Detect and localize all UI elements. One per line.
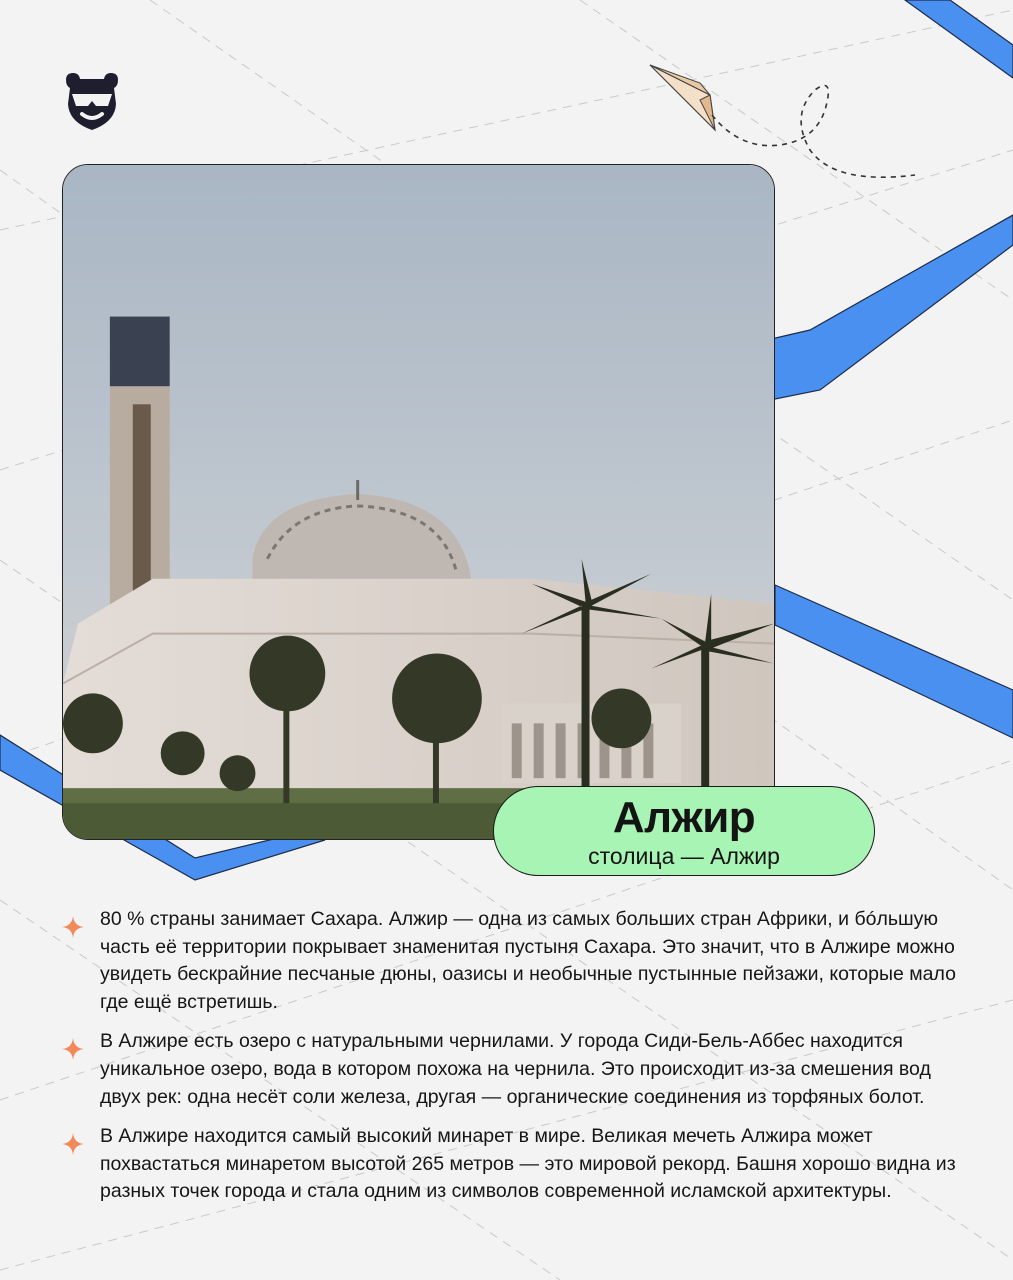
title-badge [493,786,875,876]
capital-subtitle: столица — Алжир [588,843,780,869]
sparkle-star-icon [62,916,84,938]
list-item [62,906,977,1016]
bear-face-icon [60,70,124,134]
sparkle-star-icon [62,1133,84,1155]
mosque-photo [62,164,775,840]
fact-text: 80 % страны занимает Сахара. Алжир — одна из самых больших стран Африки, и бóльшую часть её территории покрывает знаменитая пустыня Сахара. Это значит, что в Алжире можно увидеть бескрайние песчаные дюны, оазисы и необычные пустынные пейзажи, которые мало где ещё встретишь. [100,908,956,1013]
sparkle-star-icon [62,1038,84,1060]
list-item [62,1123,977,1206]
fact-text: В Алжире находится самый высокий минарет в мире. Великая мечеть Алжира может похвастаться минаретом высотой 265 метров — это мировой рекорд. Башня хорошо видна из разных точек города и стала одним из символов современной исламской архитектуры. [100,1125,956,1203]
fact-text: В Алжире есть озеро с натуральными чернилами. У города Сиди-Бель-Аббес находится уникальное озеро, вода в котором похожа на чернила. Это происходит из-за смешения вод двух рек: одна несёт соли железа, другая — органические соединения из торфяных болот. [100,1030,931,1108]
country-title: Алжир [612,793,756,842]
list-item [62,1028,977,1111]
facts-list [62,906,977,1218]
